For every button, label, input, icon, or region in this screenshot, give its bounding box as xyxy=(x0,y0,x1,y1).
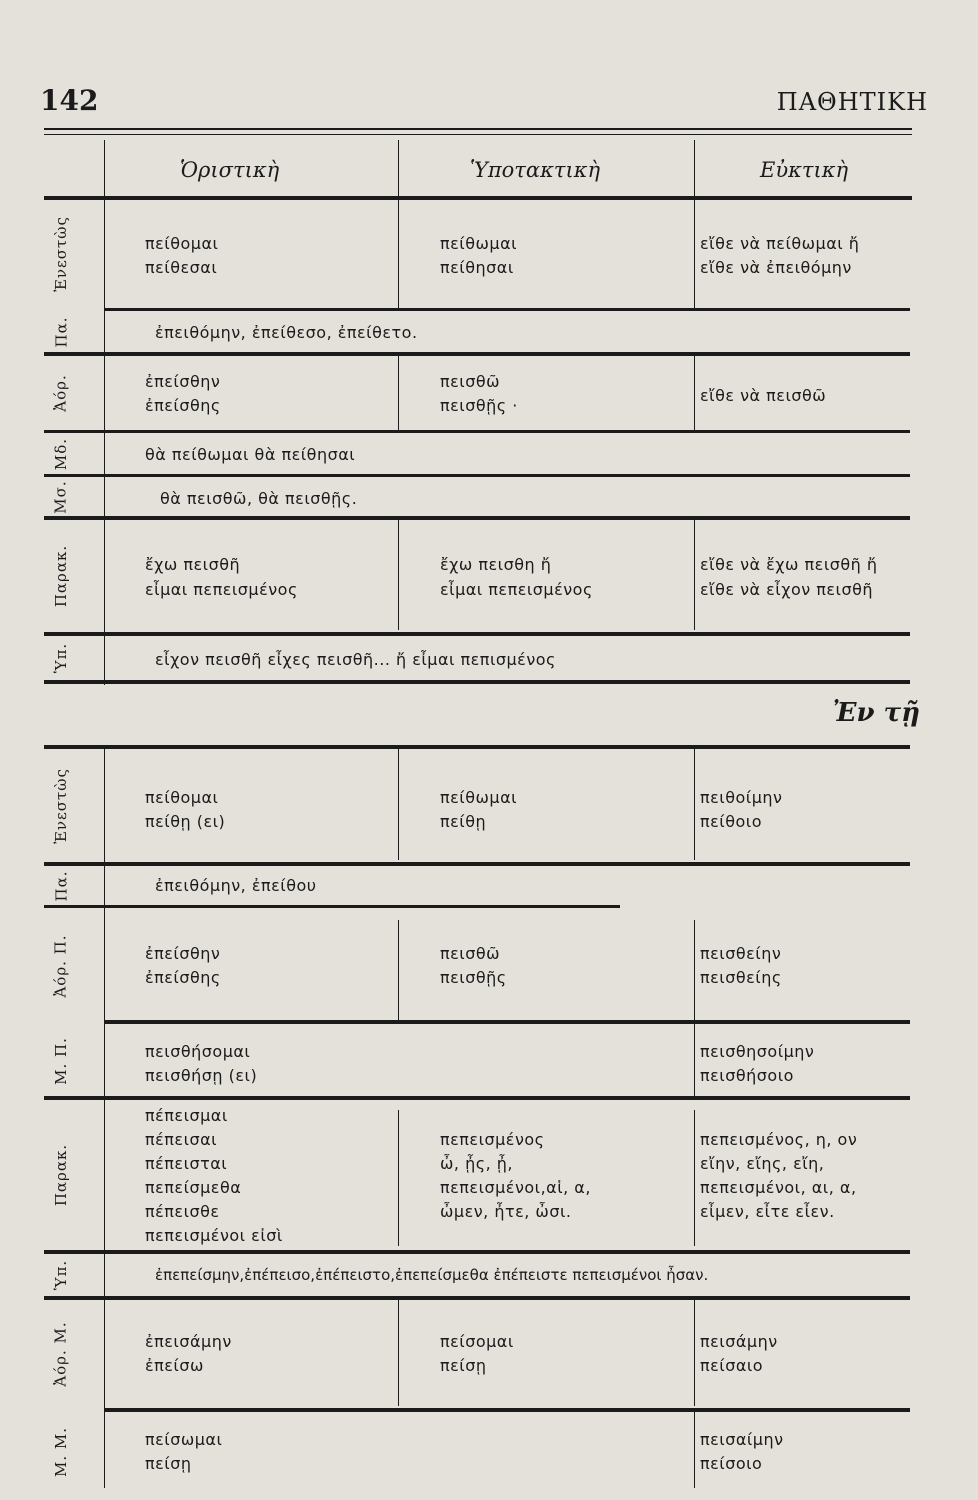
column-divider-1-s2 xyxy=(398,748,399,860)
aorist-indicative-2: ἐπείσθης xyxy=(145,396,221,415)
column-divider-2b xyxy=(694,355,695,430)
s2-perfect-indicative-1: πέπεισμαι xyxy=(145,1106,228,1125)
rule xyxy=(44,1096,910,1100)
s2-present-optative-1: πειθοίμην xyxy=(700,788,783,807)
column-divider-2-s2e xyxy=(694,1300,695,1406)
present-subjunctive-1: πείθωμαι xyxy=(440,234,518,253)
column-divider-2-s2d xyxy=(694,1110,695,1246)
s2-future-indicative-2: πεισθήσῃ (ει) xyxy=(145,1066,258,1085)
rule xyxy=(44,680,910,684)
running-title: ΠΑΘΗΤΙΚΗ xyxy=(776,88,928,116)
column-divider-2 xyxy=(694,140,695,310)
s2-future-optative-2: πεισθήσοιο xyxy=(700,1066,794,1085)
imperfect-forms: ἐπειθόμην, ἐπείθεσο, ἐπείθετο. xyxy=(155,323,418,342)
row-label-perfect-2: Παρακ. xyxy=(52,1143,70,1207)
row-label-pluperfect: Ὑπ. xyxy=(51,642,70,674)
row-label-future: Μδ. xyxy=(51,437,70,470)
row-label-aorist: Ἀόρ. xyxy=(51,374,70,412)
column-divider-1 xyxy=(398,140,399,310)
column-divider-1-s2b xyxy=(398,920,399,1020)
s2-perfect-subjunctive-2: ὦ, ᾖς, ᾖ, xyxy=(440,1154,513,1173)
s2-future-middle-optative-2: πείσοιο xyxy=(700,1454,763,1473)
s2-aorist-indicative-2: ἐπείσθης xyxy=(145,968,221,987)
s2-aorist-middle-indicative-1: ἐπεισάμην xyxy=(145,1332,232,1351)
s2-perfect-indicative-4: πεπείσμεθα xyxy=(145,1178,242,1197)
s2-perfect-indicative-2: πέπεισαι xyxy=(145,1130,218,1149)
row-label-aorist-middle: Ἀόρ. Μ. xyxy=(52,1321,71,1387)
row-label-present-2: Ἐνεστὼς xyxy=(52,768,71,844)
s2-pluperfect-forms: ἐπεπείσμην,ἐπέπεισο,ἐπέπειστο,ἐπεπείσμεθα ἐπέπειστε πεπεισμένοι ἦσαν. xyxy=(155,1266,709,1284)
s2-perfect-optative-4: εἶμεν, εἶτε εἶεν. xyxy=(700,1202,835,1221)
s2-present-optative-2: πείθοιο xyxy=(700,812,762,831)
aorist-optative: εἴθε νὰ πεισθῶ xyxy=(700,386,827,405)
present-optative-1: εἴθε νὰ πείθωμαι ἤ xyxy=(700,234,860,253)
row-label-future-passive: Μ. Π. xyxy=(52,1037,70,1085)
page-number: 142 xyxy=(40,84,99,117)
rule xyxy=(104,1020,910,1024)
perfect-optative-2: εἴθε νὰ εἶχον πεισθῆ xyxy=(700,580,874,599)
rule xyxy=(44,1296,910,1300)
s2-aorist-middle-optative-1: πεισάμην xyxy=(700,1332,778,1351)
column-divider-2-s2b xyxy=(694,920,695,1020)
s2-present-subjunctive-2: πείθῃ xyxy=(440,812,487,831)
s2-future-optative-1: πεισθησοίμην xyxy=(700,1042,815,1061)
column-divider-2c xyxy=(694,520,695,630)
perfect-indicative-2: εἶμαι πεπεισμένος xyxy=(145,580,298,599)
aorist-subjunctive-2: πεισθῇς · xyxy=(440,396,518,415)
s2-future-middle-optative-1: πεισαίμην xyxy=(700,1430,784,1449)
perfect-subjunctive-2: εἶμαι πεπεισμένος xyxy=(440,580,593,599)
column-divider-2-s2c xyxy=(694,1024,695,1096)
label-column-divider xyxy=(104,140,105,685)
column-divider-1-s2d xyxy=(398,1110,399,1246)
s2-aorist-middle-indicative-2: ἐπείσω xyxy=(145,1356,204,1375)
column-header-optative: Εὐκτικὴ xyxy=(760,158,849,182)
rule xyxy=(44,474,910,477)
perfect-optative-1: εἴθε νὰ ἔχω πεισθῆ ἤ xyxy=(700,555,878,574)
s2-present-indicative-1: πείθομαι xyxy=(145,788,219,807)
label-column-divider-2 xyxy=(104,748,105,1488)
row-label-imperfect-2: Πα. xyxy=(51,870,70,902)
row-label-imperfect: Πα. xyxy=(51,316,70,348)
s2-perfect-optative-3: πεπεισμένοι, αι, α, xyxy=(700,1178,857,1197)
s2-aorist-middle-optative-2: πείσαιο xyxy=(700,1356,764,1375)
aorist-subjunctive-1: πεισθῶ xyxy=(440,372,501,391)
row-label-perfect: Παρακ. xyxy=(52,544,70,608)
present-indicative-1: πείθομαι xyxy=(145,234,219,253)
header-rule-2 xyxy=(44,134,912,135)
rule xyxy=(44,905,620,908)
column-divider-2-s2f xyxy=(694,1412,695,1488)
rule xyxy=(104,308,910,311)
s2-aorist-indicative-1: ἐπείσθην xyxy=(145,944,221,963)
rule xyxy=(44,196,912,200)
rule xyxy=(44,632,910,636)
column-divider-1b xyxy=(398,355,399,430)
s2-aorist-subjunctive-2: πεισθῇς xyxy=(440,968,507,987)
rule xyxy=(104,1408,910,1412)
s2-present-subjunctive-1: πείθωμαι xyxy=(440,788,518,807)
sub-heading: Ἐν τῇ xyxy=(832,698,920,728)
column-header-indicative: Ὁριστικὴ xyxy=(180,158,280,182)
s2-aorist-middle-subjunctive-1: πείσομαι xyxy=(440,1332,514,1351)
s2-imperfect-forms: ἐπειθόμην, ἐπείθου xyxy=(155,876,317,895)
s2-perfect-subjunctive-1: πεπεισμένος xyxy=(440,1130,545,1149)
s2-aorist-subjunctive-1: πεισθῶ xyxy=(440,944,501,963)
rule xyxy=(44,352,910,356)
s2-aorist-optative-1: πεισθείην xyxy=(700,944,782,963)
present-subjunctive-2: πείθησαι xyxy=(440,258,514,277)
s2-future-middle-indicative-1: πείσωμαι xyxy=(145,1430,223,1449)
s2-perfect-indicative-5: πέπεισθε xyxy=(145,1202,220,1221)
present-indicative-2: πείθεσαι xyxy=(145,258,218,277)
column-divider-1c xyxy=(398,520,399,630)
row-label-present: Ἐνεστὼς xyxy=(52,216,71,292)
column-divider-1-s2e xyxy=(398,1300,399,1406)
column-divider-2-s2 xyxy=(694,748,695,860)
s2-aorist-optative-2: πεισθείης xyxy=(700,968,782,987)
row-label-future-middle: Μ. Μ. xyxy=(52,1426,70,1478)
column-header-subjunctive: Ὑποτακτικὴ xyxy=(470,158,601,182)
s2-present-indicative-2: πείθῃ (ει) xyxy=(145,812,226,831)
perfect-indicative-1: ἔχω πεισθῆ xyxy=(145,555,241,574)
perfect-subjunctive-1: ἔχω πεισθη ἤ xyxy=(440,555,552,574)
row-label-pluperfect-2: Ὑπ. xyxy=(51,1259,70,1291)
s2-perfect-optative-2: εἴην, εἴης, εἴη, xyxy=(700,1154,825,1173)
rule xyxy=(44,516,910,520)
s2-future-indicative-1: πεισθήσομαι xyxy=(145,1042,251,1061)
s2-perfect-indicative-3: πέπεισται xyxy=(145,1154,228,1173)
rule xyxy=(44,430,910,433)
rule xyxy=(44,862,910,866)
aorist-indicative-1: ἐπείσθην xyxy=(145,372,221,391)
rule xyxy=(44,1250,910,1254)
future-simple-forms: θὰ πεισθῶ, θὰ πεισθῇς. xyxy=(160,489,358,508)
pluperfect-forms: εἶχον πεισθῆ εἶχες πεισθῆ... ἤ εἶμαι πεπισμένος xyxy=(155,650,556,669)
s2-perfect-subjunctive-4: ὦμεν, ἦτε, ὦσι. xyxy=(440,1202,572,1221)
s2-aorist-middle-subjunctive-2: πείσῃ xyxy=(440,1356,487,1375)
s2-future-middle-indicative-2: πείσῃ xyxy=(145,1454,192,1473)
s2-perfect-indicative-6: πεπεισμένοι εἰσὶ xyxy=(145,1226,283,1245)
row-label-future-simple: Μσ. xyxy=(52,480,70,514)
present-optative-2: εἴθε νὰ ἐπειθόμην xyxy=(700,258,852,277)
header-rule xyxy=(44,128,912,130)
row-label-aorist-passive: Ἀόρ. Π. xyxy=(52,934,71,998)
future-continuous-forms: θὰ πείθωμαι θὰ πείθησαι xyxy=(145,445,356,464)
rule xyxy=(44,745,910,749)
s2-perfect-optative-1: πεπεισμένος, η, ον xyxy=(700,1130,858,1149)
s2-perfect-subjunctive-3: πεπεισμένοι,αἱ, α, xyxy=(440,1178,591,1197)
